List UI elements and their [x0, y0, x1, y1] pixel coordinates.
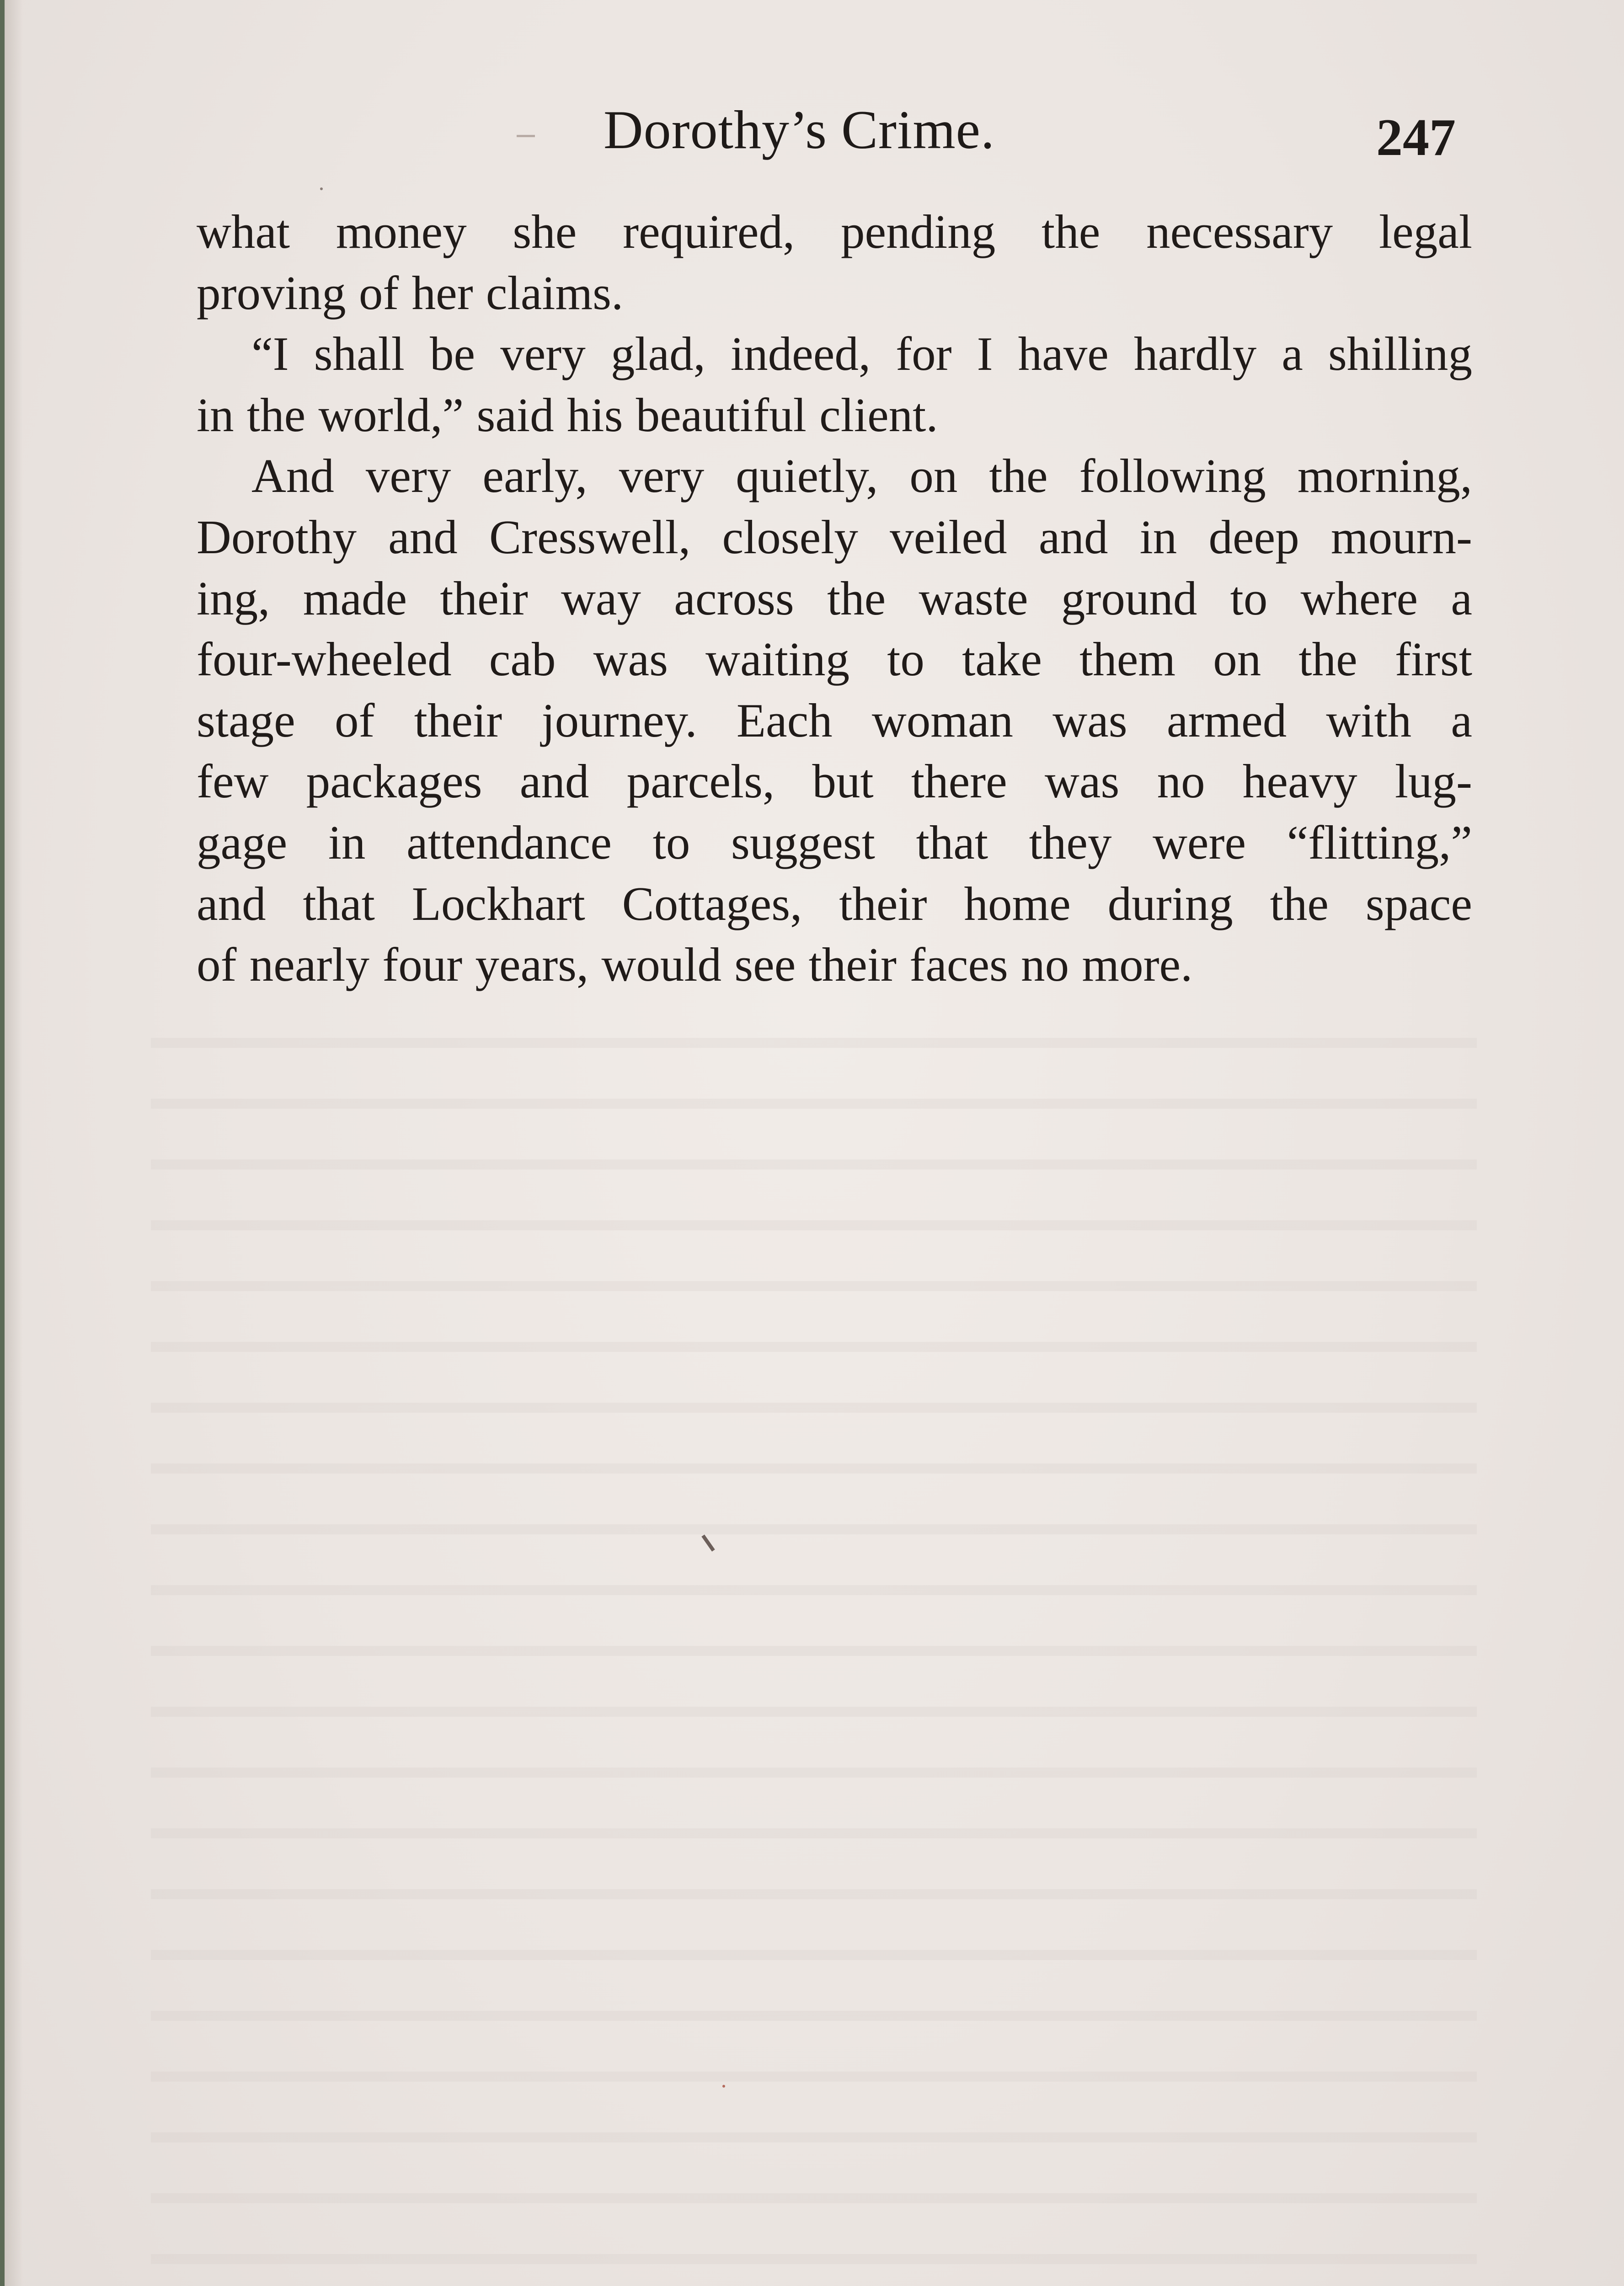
text-line: four-wheeled cab was waiting to take them on the first [197, 632, 1472, 686]
text-line: gage in attendance to suggest that they were “flitting,” [197, 815, 1472, 869]
paragraph-1 [197, 201, 1472, 323]
text-line: And very early, very quietly, on the following morning, [251, 449, 1472, 503]
ink-speck [320, 187, 323, 190]
paragraph-2 [197, 323, 1472, 445]
text-line: “I shall be very glad, indeed, for I have hardly a shilling [251, 327, 1472, 381]
text-line: proving of her claims. [197, 266, 624, 320]
text-line: and that Lockhart Cottages, their home during the space [197, 876, 1472, 930]
text-line: of nearly four years, would see their faces no more. [197, 938, 1193, 992]
running-head [0, 94, 1624, 167]
text-line: ing, made their way across the waste ground to where a [197, 571, 1472, 625]
text-line: Dorothy and Cresswell, closely veiled and in deep mourn- [197, 510, 1472, 564]
page-number: 247 [1376, 108, 1456, 167]
running-title: Dorothy’s Crime. [604, 99, 995, 160]
body-text [197, 201, 1472, 995]
text-line: few packages and parcels, but there was no heavy lug- [197, 754, 1472, 808]
text-line: what money she required, pending the necessary legal [197, 205, 1472, 258]
page-binding-edge [0, 0, 5, 2286]
paragraph-3 [197, 445, 1472, 995]
text-line: stage of their journey. Each woman was armed with a [197, 693, 1472, 747]
text-line: in the world,” said his beautiful client. [197, 388, 938, 442]
ink-speck [722, 2085, 725, 2088]
binding-shadow [5, 0, 23, 2286]
show-through-text [151, 1006, 1477, 2286]
printer-dash-mark [517, 135, 535, 137]
